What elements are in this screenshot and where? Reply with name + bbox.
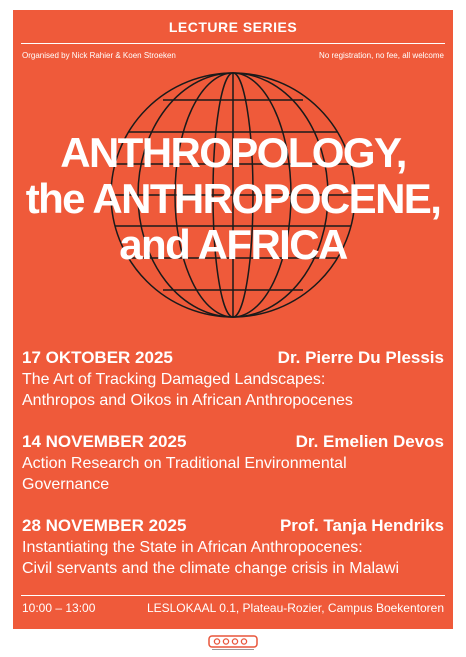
lecture-title-line-1: Action Research on Traditional Environmental — [22, 455, 347, 472]
lecture-date: 14 NOVEMBER 2025 — [22, 432, 187, 451]
lecture-title-line-2: Civil servants and the climate change crisis in Malawi — [22, 560, 400, 577]
lecture-speaker: Prof. Tanja Hendriks — [279, 516, 444, 535]
lecture-title-line-2: Governance — [22, 476, 110, 493]
lecture-date: 17 OKTOBER 2025 — [22, 348, 173, 367]
lecture-title-line-1: The Art of Tracking Damaged Landscapes: — [22, 371, 326, 388]
top-divider — [21, 43, 445, 44]
title-line-1: ANTHROPOLOGY, — [60, 129, 406, 176]
series-heading: LECTURE SERIES — [168, 19, 298, 35]
time-text: 10:00 – 13:00 — [22, 601, 96, 615]
main-title — [13, 130, 453, 268]
title-line-2: the ANTHROPOCENE, — [25, 175, 441, 222]
lecture-title-line-2: Anthropos and Oikos in African Anthropocenes — [22, 392, 353, 409]
caram-logo — [208, 634, 258, 652]
bottom-divider — [21, 595, 445, 596]
title-line-3: and AFRICA — [119, 221, 347, 268]
lecture-speaker: Dr. Pierre Du Plessis — [277, 348, 444, 367]
registration-text: No registration, no fee, all welcome — [319, 51, 444, 60]
lecture-2 — [22, 431, 444, 495]
lecture-date: 28 NOVEMBER 2025 — [22, 516, 187, 535]
lecture-speaker: Dr. Emelien Devos — [295, 432, 444, 451]
poster — [13, 10, 453, 629]
lecture-3 — [22, 515, 444, 579]
lecture-title-line-1: Instantiating the State in African Anthropocenes: — [22, 539, 363, 556]
lecture-1 — [22, 347, 444, 411]
organisers-text: Organised by Nick Rahier & Koen Stroeken — [22, 51, 176, 60]
venue-text: LESLOKAAL 0.1, Plateau-Rozier, Campus Boekentoren — [146, 601, 444, 615]
